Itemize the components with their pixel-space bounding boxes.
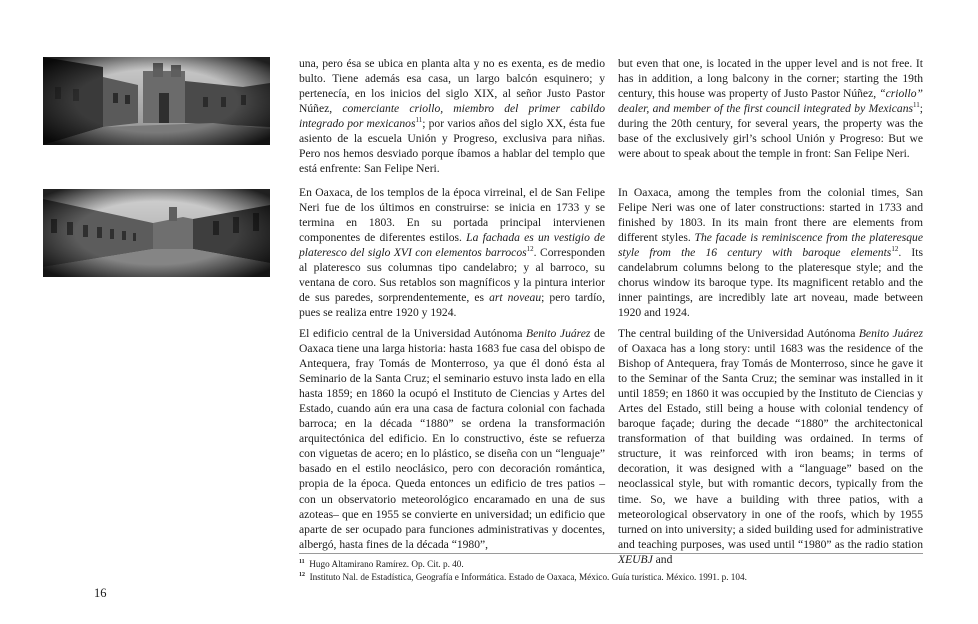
spanish-paragraph-3 (299, 326, 605, 552)
footnote-11 (299, 558, 929, 570)
spanish-paragraph-1 (299, 56, 605, 176)
italic-quote: “criollo” dealer, and member of the first council integrated by Mexicans (618, 87, 923, 116)
text-segment: ; pero tardío, pues se realiza entre 1920 y 1924. (299, 291, 605, 320)
english-paragraph-2 (618, 185, 923, 320)
italic-callsign: XEUBJ (618, 552, 653, 566)
italic-quote: comerciante criollo, miembro del primer cabildo integrado por mexicanos (299, 102, 605, 131)
italic-name: Benito Juárez (858, 327, 923, 340)
text-segment: and (652, 552, 673, 566)
text-segment: El edificio central de la Universidad Autónoma (299, 327, 527, 340)
footnote-ref: 12 (526, 245, 534, 254)
footnote-ref: 11 (415, 116, 423, 125)
footnote-text: Hugo Altamirano Ramírez. Op. Cit. p. 40. (309, 559, 464, 569)
footnote-number: 11 (299, 558, 305, 565)
page-number: 16 (94, 586, 107, 600)
english-paragraph-3 (618, 326, 923, 567)
italic-quote: La fachada es un vestigio de plateresco del siglo XVI con elementos barrocos (299, 231, 606, 260)
text-segment: In Oaxaca, among the temples from the colonial times, San Felipe Neri was one of later constructions: started in 1733 and finished by 1803. In its main front there are elements from different styles. (618, 186, 923, 245)
italic-term: art noveau (489, 291, 542, 305)
text-segment: . Its candelabrum columns belong to the plateresque style; and the chorus window its baroque type. Its magnificent retablo and the inner paintings, are incredibly late art noveau, made between 1920 and 1924. (618, 246, 923, 320)
footnote-12 (299, 571, 929, 583)
photo-street-church (43, 57, 270, 145)
english-paragraph-1 (618, 56, 923, 161)
text-segment: una, pero ésa se ubica en planta alta y no es exenta, es de medio bulto. Tiene además esa casa, un largo balcón esquinero; y pertenecía, en los inicios del siglo XIX, al señor Justo Pastor Núñez, (299, 57, 605, 116)
text-segment: de Oaxaca tiene una larga historia: hasta 1683 fue casa del obispo de Antequera, fray Tomás de Monterroso, ya que él donó ésta al Seminario de la Santa Cruz; el seminario estuvo insta lado en ella hasta 1859; en 1860 la ocupó el Instituto de Ciencias y Artes del Estado, cuando aún era una casa de factura colonial con fachada barroca; en la década “1880” se ordena la transformación arquitectónica del edificio. En lo constructivo, éste se refuerza con viguetas de acero; en lo plástico, se diseña con un “lenguaje” basado en el estilo neoclásico, pero con decoración romántica, propia de la época. Queda entonces un edificio de tres patios –con un observatorio meteorológico encaramado en una de sus azoteas– que en 1955 se convierte en universidad; un edificio que aparte de ser ocupado para funciones administrativas y docentes, albergó, hasta fines de la década “1980”, (299, 327, 605, 551)
text-segment: ; during the 20th century, for several years, the property was the base of the exclusively girl’s school Unión y Progreso: But we were about to speak about the temple in front: San Felipe Neri. (618, 102, 923, 161)
text-segment: ; por varios años del siglo XX, ésta fue asiento de la escuela Unión y Progreso, exclusiva para niñas. Pero nos hemos desviado porque íbamos a hablar del templo que está enfrente: San Felipe Neri. (299, 117, 606, 176)
footnote-number: 12 (299, 571, 305, 578)
photo-san-felipe-neri-street (43, 189, 270, 277)
text-segment: En Oaxaca, de los templos de la época virreinal, el de San Felipe Neri fue de los últimos en construirse: se inicia en 1733 y se termina en 1803. En su portada principal intervienen componentes de diferentes estilos. (299, 186, 605, 245)
text-segment: . Corresponden al plateresco sus columnas tipo candelabro; y al barroco, su ventana de coro. Sus retablos son magníficos y la pintura interior de sus paredes, sorprendentemente, es (299, 246, 605, 305)
italic-name: Benito Juárez (526, 327, 591, 340)
text-segment: but even that one, is located in the upper level and is not free. It has in addition, a long balcony in the corner; starting the 19th century, this house was property of Justo Pastor Núñez, (618, 57, 923, 101)
text-segment: of Oaxaca has a long story: until 1683 was the residence of the Bishop of Antequera, fray Tomás de Monterroso, since he gave it to the Seminar of the Santa Cruz; the seminar was installed in it until 1859; en 1860 it was occupied by the Instituto de Ciencias y Artes del Estado, still being a house with colonial tendency of baroque façade; during the decade “1880” the architectonical transformation of that building was ordained. In terms of structure, it was reinforced with iron beams; in terms of decoration, it was designed with a “language” based on the neoclassical style, but with romantic decors, typically from the time. So, we have a building with three patios, with a meteorological observatory in one of the roofs, which by 1955 turned on into university; a sided building used for administrative and teaching purposes, was used until “1980” as the radio station (618, 342, 923, 551)
spanish-paragraph-2 (299, 185, 605, 320)
text-segment: The central building of the Universidad Autónoma (618, 327, 859, 340)
italic-quote: The facade is reminiscence from the plateresque style from the 16 century with baroque elements (618, 231, 923, 260)
footnote-ref: 11 (913, 101, 920, 110)
footnote-divider (299, 553, 923, 554)
footnote-text: Instituto Nal. de Estadística, Geografía e Informática. Estado de Oaxaca, México. Guía turística. México. 1991. p. 104. (309, 572, 747, 582)
footnote-ref: 12 (891, 245, 899, 254)
